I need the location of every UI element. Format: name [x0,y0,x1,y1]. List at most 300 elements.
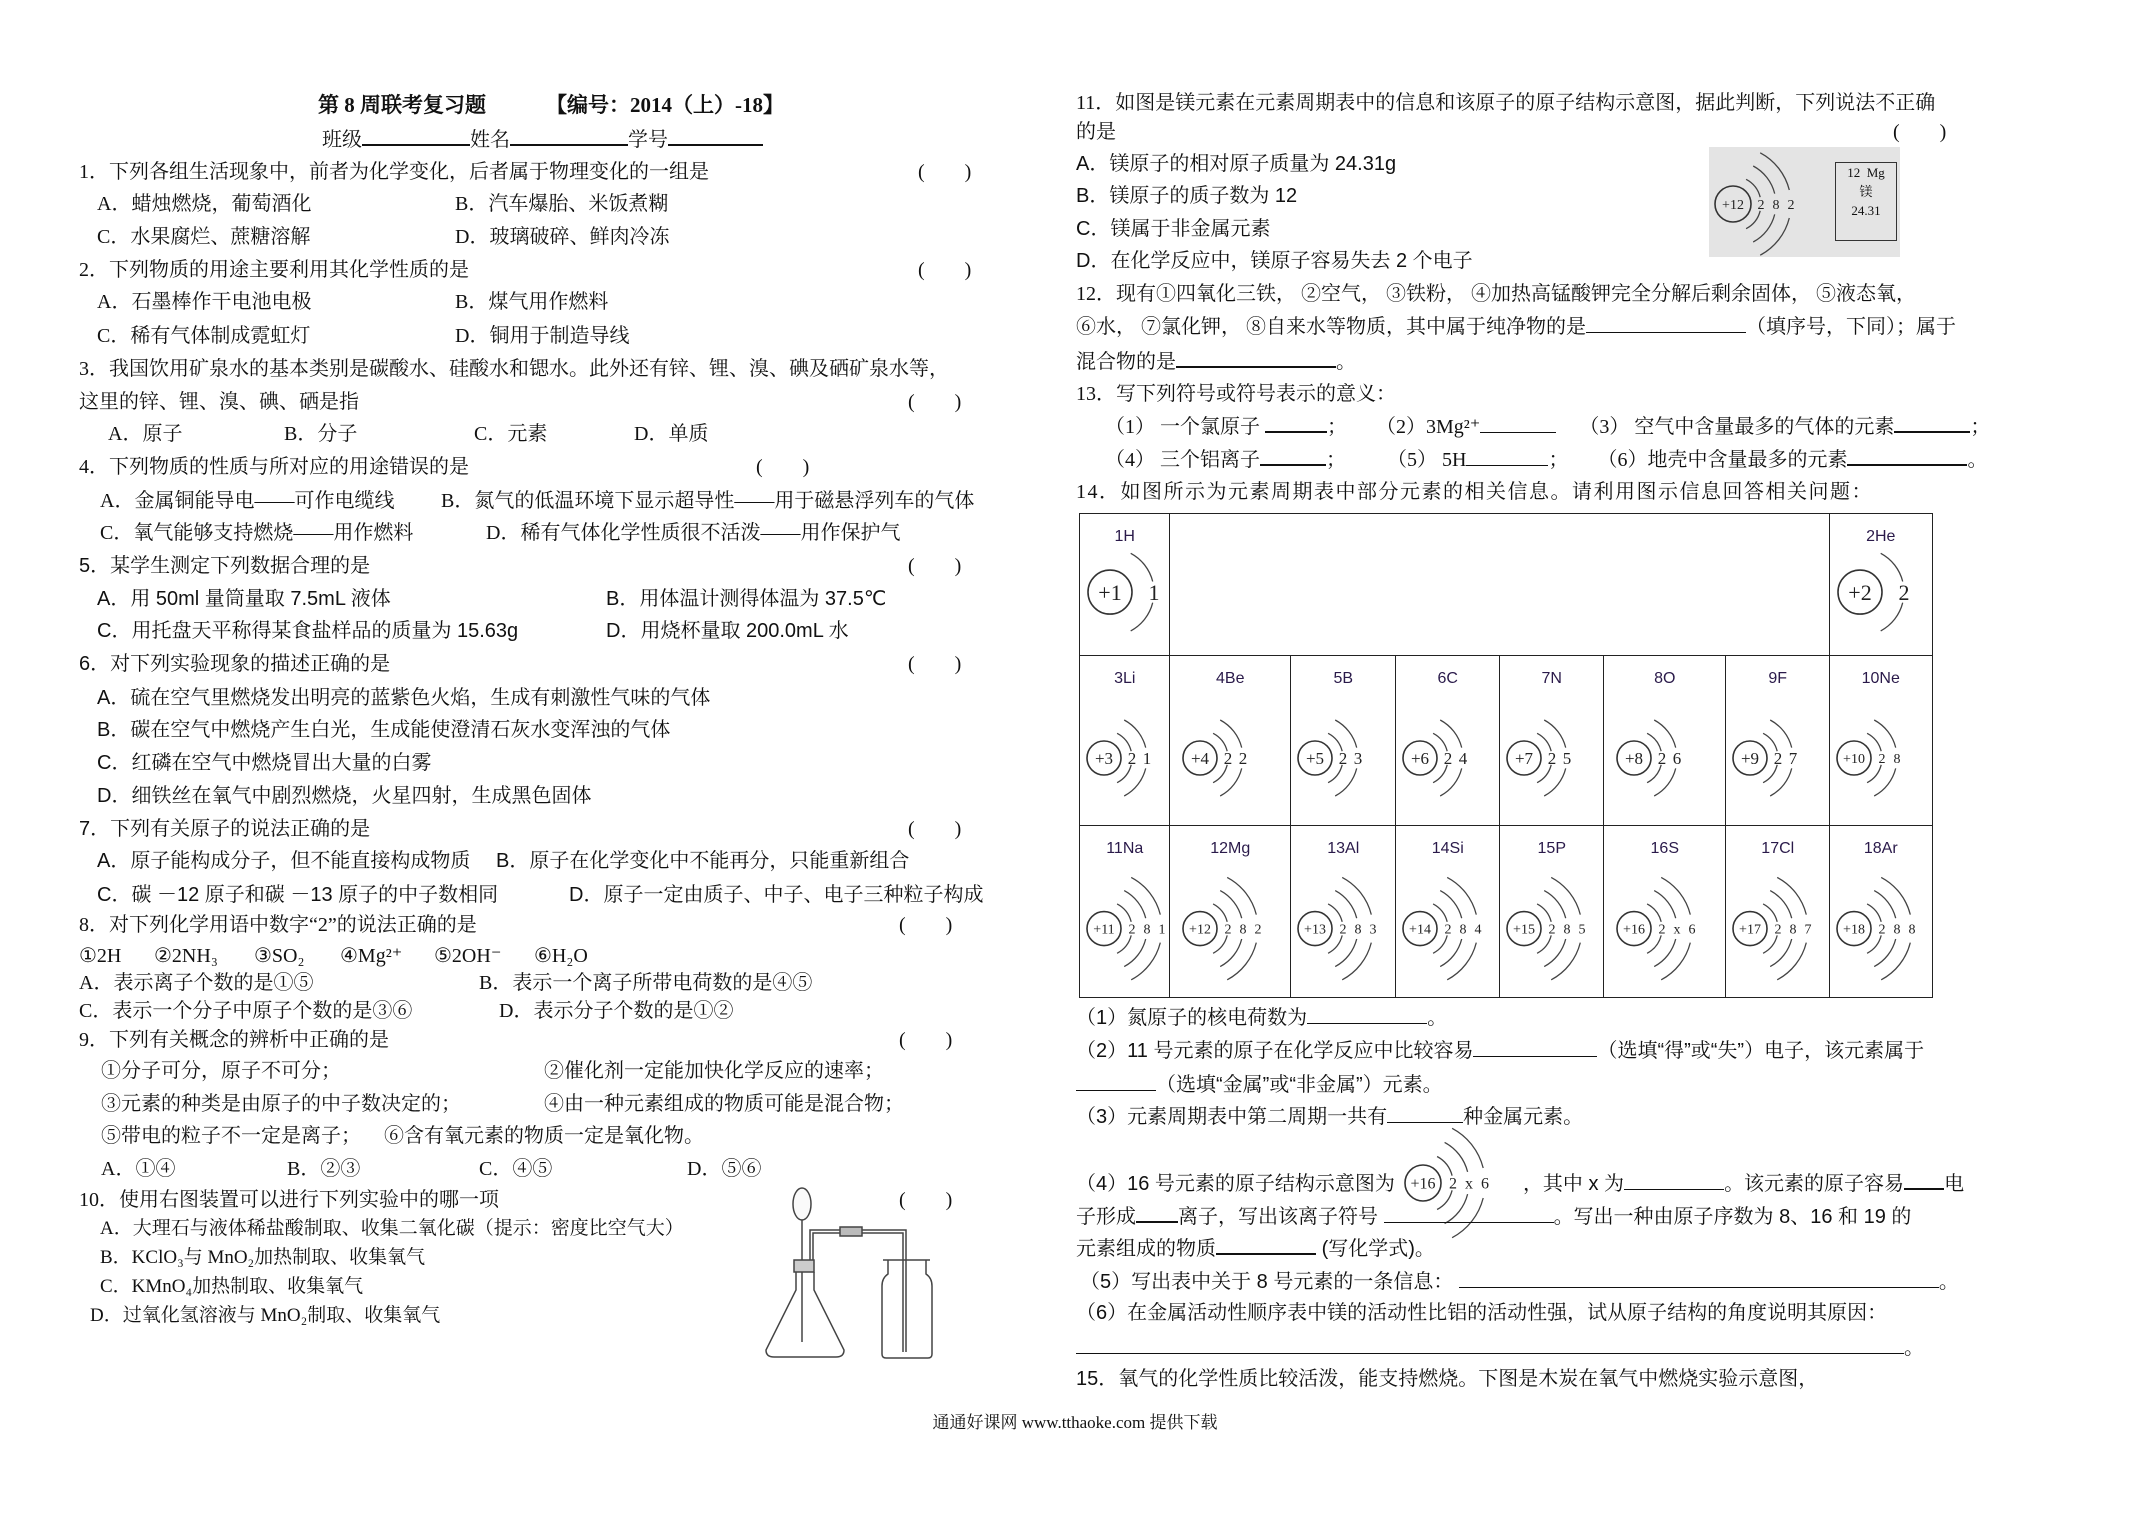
q13-row1 [1105,413,1990,440]
shell-electron-count: 2 [1547,748,1557,768]
atom-structure-diagram [1830,656,1932,826]
q1-answer[interactable]: ( ) [918,161,972,183]
element-cell [1395,655,1501,827]
shell-electron-count: 7 [1804,922,1812,938]
q10-option-a: A．大理石与液体稀盐酸制取、收集二氧化碳（提示：密度比空气大） [100,1218,684,1239]
nucleus-charge: +16 [1410,1175,1436,1193]
periodic-table [1079,513,1931,996]
sulfur-figure-holder [1395,1170,1523,1196]
q14-text: （选填“得”或“失”）电子，该元素属于 [1597,1040,1925,1062]
element-symbol: Mg [1866,165,1885,180]
shell-electron-count: 2 [1254,922,1262,938]
q14-sub6-answer [1076,1335,1924,1361]
q8-stem: 8．对下列化学用语中数字“2”的说法正确的是 [79,914,477,936]
shell-electron-count: x [1464,1175,1473,1193]
q2-answer[interactable]: ( ) [918,259,972,281]
q14-text: 种金属元素。 [1463,1106,1584,1128]
shell-electron-count: 8 [1789,922,1797,938]
q1-option-d: D．玻璃破碎、鲜肉冷冻 [455,226,670,248]
electron-shell-arc [1433,904,1447,922]
q4-option-c: C．氧气能够支持燃烧——用作燃料 [100,522,414,544]
q9-statement: ⑤带电的粒子不一定是离子； [101,1125,361,1147]
pure-substance-blank[interactable] [1586,314,1746,333]
q4-option-a: A．金属铜能导电——可作电缆线 [100,490,395,512]
element-cell [1079,655,1171,827]
electron-shell-arc [1760,218,1789,255]
q4-option-b: B．氮气的低温环境下显示超导性——用于磁悬浮列车的气体 [441,490,975,512]
q13-blank-1[interactable] [1265,413,1327,433]
nucleus-charge: +14 [1409,922,1431,938]
q12-text: ⑥水， ⑦氯化钾， ⑧自来水等物质，其中属于纯净物的是 [1076,316,1586,338]
metal-blank[interactable] [1076,1072,1156,1091]
electron-shell-arc [1867,935,1881,953]
q5-option-d: D．用烧杯量取 200.0mL 水 [606,620,849,642]
q13-sep: ； [1970,416,1991,438]
nitrogen-charge-blank[interactable] [1307,1005,1427,1024]
shell-electron-count: 1 [1148,579,1160,605]
q14-text: （2）11 号元素的原子在化学反应中比较容易 [1076,1040,1474,1062]
element-label: 2He [1866,528,1896,545]
q13-stem: 13．写下列符号或符号表示的意义： [1076,383,1396,405]
q10-option-c: C．KMnO₄加热制取、收集氧气 [100,1276,364,1297]
q5-option-a: A．用 50ml 量筒量取 7.5mL 液体 [97,588,391,610]
electron-shell-arc [1131,603,1153,631]
electron-shell-arc [1763,935,1777,953]
electron-shell-arc [1328,935,1342,953]
q9-statement: ⑥含有氧元素的物质一定是氧化物。 [384,1125,704,1147]
element-label: 8O [1654,670,1676,687]
atom-structure-diagram [1080,826,1170,997]
name-label: 姓名 [470,129,510,151]
q14-sub2-line2 [1076,1072,1443,1098]
ion-symbol-blank[interactable] [1384,1204,1554,1223]
shell-electron-count: 2 [1448,1175,1457,1193]
shell-electron-count: 2 [1224,922,1232,938]
gain-lose-blank[interactable] [1473,1038,1597,1057]
shell-electron-count: 8 [1563,922,1571,938]
q11-option-d: D．在化学反应中，镁原子容易失去 2 个电子 [1076,250,1473,272]
q11-stem-line2: 的是 [1076,121,1116,143]
q7-answer[interactable]: ( ) [908,818,962,840]
electron-shell-arc [1117,904,1131,922]
electron-shell-arc [1537,935,1551,953]
q8-option-b: B．表示一个离子所带电荷数的是④⑤ [479,972,813,994]
q3-option-d: D．单质 [634,423,709,445]
shell-electron-count: 7 [1788,748,1798,768]
q6-stem: 6．对下列实验现象的描述正确的是 [79,653,391,675]
shell-electron-count: 8 [1893,751,1901,767]
q7-option-c: C．碳 －12 原子和碳 －13 原子的中子数相同 [97,884,499,906]
q11-option-c: C．镁属于非金属元素 [1076,218,1271,240]
nucleus-charge: +11 [1093,922,1115,938]
electron-shell-arc [1437,1157,1452,1176]
element-label: 4Be [1216,670,1245,687]
q11-option-a: A．镁原子的相对原子质量为 24.31g [1076,153,1397,175]
electron-shell-arc [1551,943,1580,980]
q3-option-a: A．原子 [108,423,183,445]
nucleus-charge: +15 [1513,922,1535,938]
shell-electron-count: 2 [1657,748,1667,768]
q14-text: 。该元素的原子容易 [1724,1173,1905,1195]
q12-text: 混合物的是 [1076,351,1176,373]
q6-option-c: C．红磷在空气中燃烧冒出大量的白雾 [97,752,432,774]
shell-electron-count: 2 [1878,751,1886,767]
shell-electron-count: 2 [1444,922,1452,938]
q12-text: （填序号，下同）；属于 [1746,316,1956,338]
element-label: 12Mg [1210,840,1251,857]
electron-shell-arc [1342,877,1371,914]
q14-text: （选填“金属”或“非金属”）元素。 [1156,1074,1443,1096]
electron-shell-arc [1447,943,1476,980]
electron-shell-arc [1131,877,1160,914]
element-cell [1169,655,1292,827]
atom-structure-diagram [1291,826,1396,997]
element-label: 5B [1333,670,1354,687]
shell-electron-count: 2 [1898,579,1910,605]
q5-option-c: C．用托盘天平称得某食盐样品的质量为 15.63g [97,620,519,642]
q6-answer[interactable]: ( ) [908,653,962,675]
q9-stem: 9．下列有关概念的辨析中正确的是 [79,1029,389,1051]
class-label: 班级 [322,129,362,151]
q2-option-c: C．稀有气体制成霓虹灯 [97,325,311,347]
gain-lose-electron-blank[interactable] [1904,1170,1944,1190]
shell-electron-count: 2 [1774,922,1782,938]
element-cell [1603,825,1727,998]
shell-electron-count: 8 [1143,922,1151,938]
element-label: 14Si [1431,840,1464,857]
q14-text: 电 [1944,1173,1965,1195]
electron-shell-arc [1881,553,1903,581]
mixture-blank[interactable] [1176,348,1336,368]
name-field[interactable] [510,126,628,146]
oxygen-info-blank[interactable] [1459,1269,1939,1288]
gas-apparatus-figure [758,1182,948,1362]
nucleus-charge: +18 [1843,922,1865,938]
q9-option-b: B．②③ [287,1158,361,1180]
q1-option-a: A．蜡烛燃烧，葡萄酒化 [97,193,312,215]
q6-option-b: B．碳在空气中燃烧产生白光，生成能使澄清石灰水变浑浊的气体 [97,719,671,741]
q13-blank-2[interactable] [1480,414,1556,433]
nucleus-charge: +17 [1739,922,1761,938]
element-cell [1725,655,1831,827]
electron-shell-arc [1647,904,1661,922]
magnesium-element-card [1835,162,1897,241]
q14-text: 。 [1904,1337,1924,1359]
shell-electron-count: 3 [1369,922,1377,938]
nucleus-charge: +10 [1843,751,1865,767]
q12-line1: 12．现有①四氧化三铁， ②空气， ③铁粉， ④加热高锰酸钾完全分解后剩余固体， ⑤液态氧， [1076,283,1916,305]
shell-electron-count: 1 [1158,922,1166,938]
electron-shell-arc [1867,904,1881,922]
q9-statement: ①分子可分，原子不可分； [101,1060,341,1082]
shell-electron-count: 2 [1238,748,1248,768]
element-label: 1H [1114,528,1135,545]
q14-text: 。写出一种由原子序数为 8、16 和 19 的 [1553,1206,1912,1228]
q13-blank-3[interactable] [1894,413,1970,433]
q14-text: 元素组成的物质 [1076,1238,1216,1260]
q14-sub4-line3 [1076,1235,1435,1262]
q8-symbol: ⑤2OH⁻ [434,945,502,967]
atomic-mass: 24.31 [1851,203,1881,218]
q13-row2 [1105,446,1987,473]
electron-shell-arc [1661,943,1690,980]
element-cell [1499,655,1605,827]
electron-shell-arc [1777,943,1806,980]
element-cell [1499,825,1605,998]
q2-option-d: D．铜用于制造导线 [455,325,630,347]
shell-electron-count: 6 [1480,1175,1489,1193]
q9-answer[interactable]: ( ) [899,1029,953,1051]
q7-stem: 7．下列有关原子的说法正确的是 [79,818,371,840]
magnesium-figure [1709,147,1900,257]
nucleus-charge: +13 [1304,922,1326,938]
nucleus-charge: +4 [1190,748,1210,768]
shell-electron-count: 2 [1223,748,1233,768]
q14-text: （4）16 号元素的原子结构示意图为 [1076,1173,1395,1195]
shell-electron-count: 3 [1353,748,1363,768]
electron-shell-arc [1131,943,1160,980]
electron-shell-arc [1881,943,1910,980]
q13-sep: ； [1548,449,1569,471]
q13-blank-6[interactable] [1847,446,1967,466]
x-value-blank[interactable] [1624,1171,1724,1190]
shell-electron-count: 8 [1239,922,1247,938]
shell-electron-count: 1 [1142,748,1152,768]
nucleus-charge: +12 [1722,197,1744,213]
shell-electron-count: 4 [1458,748,1468,768]
electron-shell-arc [1551,877,1580,914]
q9-option-c: C．④⑤ [479,1158,553,1180]
shell-electron-count: 2 [1658,922,1666,938]
electron-shell-arc [1342,943,1371,980]
q10-answer[interactable]: ( ) [899,1189,953,1211]
nucleus-charge: +12 [1189,922,1211,938]
q13-item: （1） 一个氯原子 [1105,416,1260,438]
q9-option-d: D．⑤⑥ [687,1158,762,1180]
element-cell [1169,825,1292,998]
atom-structure-diagram [1500,656,1604,826]
q14-text: 。 [1427,1007,1448,1029]
electron-shell-arc [1213,935,1227,953]
q14-sub6: （6）在金属活动性顺序表中镁的活动性比铝的活动性强，试从原子结构的角度说明其原因： [1076,1302,1888,1324]
q1-stem: 1．下列各组生活现象中，前者为化学变化，后者属于物理变化的一组是 [79,161,709,183]
electron-shell-arc [1537,904,1551,922]
q9-statement: ②催化剂一定能加快化学反应的速率； [544,1060,884,1082]
element-cell [1169,513,1831,657]
id-label: 学号 [628,129,668,151]
atom-structure-diagram [1080,656,1170,826]
formula-blank[interactable] [1216,1235,1316,1255]
nucleus-charge: +5 [1305,748,1325,768]
electron-shell-arc [1117,935,1131,953]
element-cell [1079,513,1171,657]
shell-electron-count: 2 [1128,922,1136,938]
shell-electron-count: 2 [1339,922,1347,938]
q13-item: （3） 空气中含量最多的气体的元素 [1579,416,1895,438]
nucleus-charge: +6 [1410,748,1430,768]
element-label: 7N [1541,670,1562,687]
q5-stem: 5．某学生测定下列数据合理的是 [79,555,371,577]
magnesium-atom-diagram [1709,147,1835,257]
electron-shell-arc [1131,553,1153,581]
element-cell [1829,825,1933,998]
q3-answer[interactable]: ( ) [908,391,962,413]
electron-shell-arc [1452,1128,1483,1168]
element-label: 3Li [1114,670,1136,687]
q8-symbol: ③SO₂ [254,945,305,967]
shell-electron-count: 2 [1443,748,1453,768]
nucleus-charge: +8 [1624,748,1644,768]
element-cell [1395,825,1501,998]
q7-option-b: B．原子在化学变化中不能再分，只能重新组合 [496,850,910,872]
element-label: 10Ne [1861,670,1900,687]
shell-electron-count: 5 [1578,922,1586,938]
ion-type-blank[interactable] [1136,1203,1178,1223]
electron-shell-arc [1661,877,1690,914]
electron-shell-arc [1881,877,1910,914]
shell-electron-count: 2 [1787,197,1795,213]
q1-option-b: B．汽车爆胎、米饭煮糊 [455,193,669,215]
q2-stem: 2．下列物质的用途主要利用其化学性质的是 [79,259,469,281]
atom-structure-diagram [1396,656,1500,826]
class-field[interactable] [362,126,470,146]
doc-code: 【编号：2014（上）-18】 [546,93,784,117]
atom-structure-diagram [1170,656,1291,826]
q8-symbol: ①2H [79,945,122,967]
electron-shell-arc [1760,153,1789,190]
electron-shell-arc [1763,904,1777,922]
reason-blank[interactable] [1076,1335,1904,1354]
shell-electron-count: 2 [1757,197,1765,213]
element-cell [1079,825,1171,998]
q14-text: 。 [1938,1271,1959,1293]
shell-electron-count: 2 [1338,748,1348,768]
q9-option-a: A．①④ [101,1158,176,1180]
q13-sep: ； [1326,449,1346,471]
q11-answer[interactable]: ( ) [1893,121,1947,143]
q10-option-b: B．KClO₃与 MnO₂加热制取、收集氧气 [100,1247,426,1268]
q3-option-c: C．元素 [474,423,548,445]
q13-item: （5） 5H [1387,449,1467,471]
q6-option-d: D．细铁丝在氧气中剧烈燃烧，火星四射，生成黑色固体 [97,785,592,807]
atom-structure-diagram [1080,514,1170,656]
q14-text: （3）元素周期表中第二周期一共有 [1076,1106,1388,1128]
shell-electron-count: 2 [1548,922,1556,938]
q8-symbol: ②2NH₃ [154,945,218,967]
electron-shell-arc [1433,935,1447,953]
q13-blank-5[interactable] [1466,447,1548,466]
footer: 通通好课网 www.tthaoke.com 提供下载 [932,1413,1218,1432]
element-cell [1829,513,1933,657]
shell-electron-count: 2 [1773,748,1783,768]
shell-electron-count: 6 [1688,922,1696,938]
title-text: 第 8 周联考复习题 [318,93,486,117]
atom-structure-diagram [1726,656,1830,826]
q3-stem-line1: 3．我国饮用矿泉水的基本类别是碳酸水、硅酸水和锶水。此外还有锌、锂、溴、碘及硒矿泉水等， [79,358,949,380]
electron-shell-arc [1647,935,1661,953]
student-info [322,126,763,153]
id-field[interactable] [668,126,763,146]
nucleus-charge: +7 [1514,748,1534,768]
atom-structure-diagram [1830,826,1932,997]
element-label: 9F [1768,670,1788,687]
element-label: 15P [1537,840,1566,857]
q7-option-d: D．原子一定由质子、中子、电子三种粒子构成 [569,884,984,906]
electron-shell-arc [1867,733,1881,751]
nucleus-charge: +2 [1848,579,1872,605]
q7-option-a: A．原子能构成分子，但不能直接构成物质 [97,850,471,872]
shell-electron-count: 8 [1908,922,1916,938]
q8-answer[interactable]: ( ) [899,914,953,936]
q3-stem-line2: 这里的锌、锂、溴、碘、硒是指 [79,391,359,413]
q10-stem: 10．使用右图装置可以进行下列实验中的哪一项 [79,1189,499,1211]
element-cell [1603,655,1727,827]
shell-electron-count: 8 [1772,197,1780,213]
q13-item: （6）地壳中含量最多的元素 [1597,449,1848,471]
electron-shell-arc [1447,877,1476,914]
q5-answer[interactable]: ( ) [908,555,962,577]
q13-item: （2）3Mg²⁺ [1376,416,1481,438]
shell-electron-count: 8 [1459,922,1467,938]
q14-text: (写化学式)。 [1321,1238,1435,1260]
element-label: 16S [1650,840,1679,857]
element-label: 13Al [1327,840,1360,857]
element-label: 11Na [1106,840,1144,857]
q11-stem-line1: 11．如图是镁元素在元素周期表中的信息和该原子的原子结构示意图，据此判断，下列说法不正确 [1076,92,1936,114]
q4-answer[interactable]: ( ) [756,456,810,478]
q14-text: 子形成 [1076,1206,1136,1228]
atom-structure-diagram [1604,656,1726,826]
q13-blank-4[interactable] [1260,446,1326,466]
q4-option-d: D．稀有气体化学性质很不活泼——用作保护气 [486,522,901,544]
q14-text: ，其中 x 为 [1522,1173,1625,1195]
q1-option-c: C．水果腐烂、蔗糖溶解 [97,226,311,248]
element-cell [1725,825,1831,998]
atom-structure-diagram [1604,826,1726,997]
q12-line2 [1076,314,1956,340]
atom-structure-diagram [1500,826,1604,997]
electron-shell-arc [1213,904,1227,922]
atomic-number: 12 [1847,165,1861,180]
q14-sub2-line1 [1076,1038,1924,1064]
atom-structure-diagram [1830,514,1932,656]
q13-item: （4） 三个铝离子 [1105,449,1260,471]
q12-line3 [1076,348,1356,375]
q3-option-b: B．分子 [284,423,358,445]
shell-electron-count: 6 [1672,748,1682,768]
element-name: 镁 [1859,184,1873,199]
q8-option-a: A．表示离子个数的是①⑤ [79,972,314,994]
element-cell [1290,825,1397,998]
shell-electron-count: x [1673,922,1681,938]
q4-stem: 4．下列物质的性质与所对应的用途错误的是 [79,456,469,478]
q14-sub1 [1076,1005,1447,1031]
q10-option-d: D．过氧化氢溶液与 MnO₂制取、收集氧气 [90,1305,441,1326]
q9-statement: ④由一种元素组成的物质可能是混合物； [544,1093,904,1115]
q8-symbol: ④Mg²⁺ [340,945,403,967]
element-cell [1829,655,1933,827]
electron-shell-arc [1227,877,1256,914]
q11-option-b: B．镁原子的质子数为 12 [1076,185,1298,207]
q12-text: 。 [1336,351,1356,373]
element-label: 6C [1437,670,1458,687]
element-cell [1290,655,1397,827]
page-title [318,92,784,118]
q14-sub4-line1 [1076,1170,1964,1197]
electron-shell-arc [1227,943,1256,980]
element-label: 18Ar [1863,840,1898,857]
q8-symbol: ⑥H₂O [534,945,588,967]
